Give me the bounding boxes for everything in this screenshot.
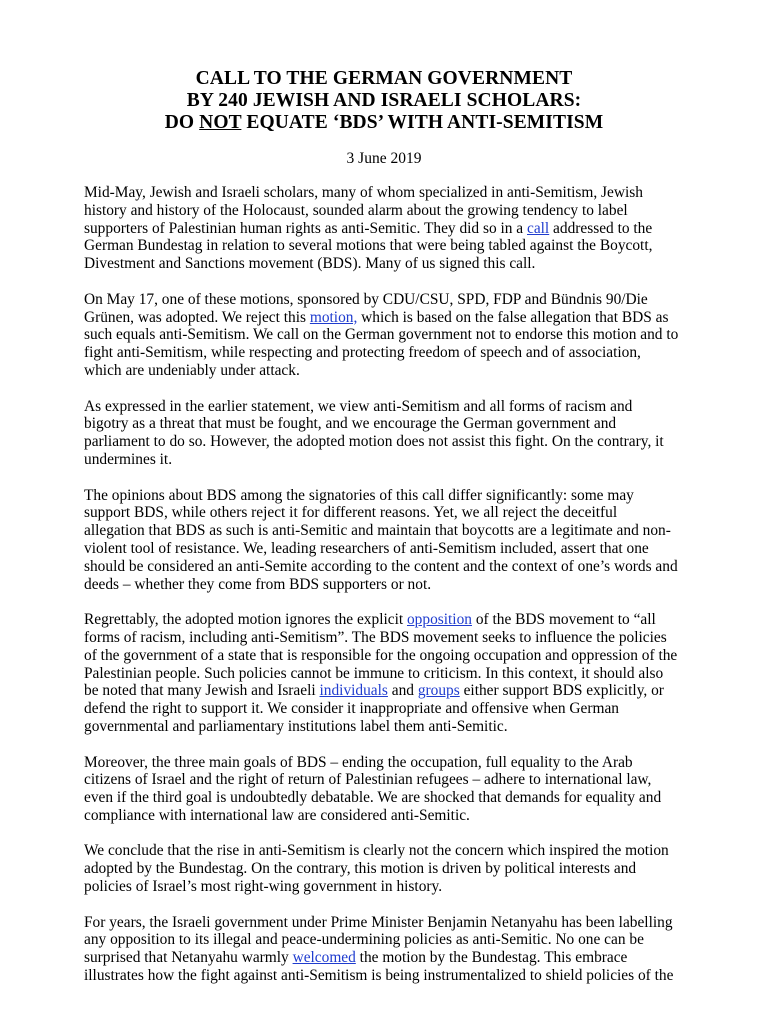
title-underlined-not: NOT (199, 112, 242, 133)
paragraph-line: of the government of a state that is responsible for the ongoing occupation and oppression of the (84, 646, 678, 664)
paragraph-line: adopted by the Bundestag. On the contrary, this motion is driven by political interests and (84, 860, 637, 878)
paragraph-8 (84, 914, 694, 985)
paragraph-line: Mid-May, Jewish and Israeli scholars, many of whom specialized in anti-Semitism, Jewish (84, 184, 643, 201)
text-run: surprised that Netanyahu warmly (84, 949, 293, 967)
paragraph-line: We conclude that the rise in anti-Semitism is clearly not the concern which inspired the motion (84, 842, 669, 860)
paragraph-line: even if the third goal is undoubtedly debatable. We are shocked that demands for equality and (84, 789, 662, 807)
paragraph-1 (84, 184, 694, 273)
motion-link[interactable]: motion, (309, 308, 358, 326)
call-link[interactable]: call (526, 219, 550, 237)
paragraph-line: any opposition to its illegal and peace-undermining policies as anti-Semitic. No one can be (84, 931, 644, 949)
paragraph-line: compliance with international law are considered anti-Semitic. (84, 806, 470, 824)
paragraph-line (84, 309, 694, 327)
paragraph-line (84, 682, 694, 700)
paragraph-line (84, 220, 694, 238)
document-date: 3 June 2019 (346, 150, 422, 167)
text-run: supporters of Palestinian human rights as anti-Semitic. They did so in a (84, 219, 527, 237)
paragraph-line: should be considered an anti-Semite according to the content and the context of one’s words and (84, 557, 678, 575)
paragraph-line: governmental and parliamentary institutions label them anti-Semitic. (84, 717, 508, 735)
paragraph-5 (84, 611, 694, 736)
paragraph-4 (84, 487, 694, 594)
text-run: and (387, 682, 418, 700)
paragraph-line: bigotry as a threat that must be fought, and we encourage the German government and (84, 415, 617, 433)
paragraph-line: For years, the Israeli government under Prime Minister Benjamin Netanyahu has been labelling (84, 913, 673, 931)
paragraph-line: The opinions about BDS among the signatories of this call differ significantly: some may (84, 486, 634, 504)
text-run: the motion by the Bundestag. This embrace (355, 949, 628, 967)
paragraph-2 (84, 291, 694, 380)
paragraph-line: forms of racism, including anti-Semitism”. The BDS movement seeks to influence the policies (84, 628, 667, 646)
text-run: of the BDS movement to “all (471, 611, 656, 629)
paragraph-line: policies of Israel’s most right-wing government in history. (84, 878, 443, 896)
paragraph-line: fight anti-Semitism, while respecting and protecting freedom of speech and of association, (84, 344, 641, 362)
document-title (84, 68, 684, 134)
paragraph-line: such equals anti-Semitism. We call on the German government not to endorse this motion and to (84, 326, 679, 344)
paragraph-line (84, 949, 694, 967)
paragraph-7 (84, 842, 694, 895)
title-line-2: BY 240 JEWISH AND ISRAELI SCHOLARS: (186, 90, 582, 111)
paragraph-line: Moreover, the three main goals of BDS – ending the occupation, full equality to the Arab (84, 753, 633, 771)
welcomed-link[interactable]: welcomed (292, 949, 356, 967)
paragraph-line: support BDS, while others reject it for different reasons. Yet, we all reject the deceitful (84, 504, 618, 522)
paragraph-line: citizens of Israel and the right of return of Palestinian refugees – adhere to international law, (84, 771, 652, 789)
paragraph-line: allegation that BDS as such is anti-Semitic and maintain that boycotts are a legitimate and non- (84, 522, 671, 540)
paragraph-line (84, 611, 694, 629)
paragraph-line: which are undeniably under attack. (84, 361, 300, 379)
text-run: Grünen, was adopted. We reject this (84, 308, 310, 326)
paragraph-line: defend the right to support it. We consider it inappropriate and offensive when German (84, 700, 620, 718)
paragraph-line: parliament to do so. However, the adopted motion does not assist this fight. On the contrary, it (84, 433, 664, 451)
paragraph-line: undermines it. (84, 450, 173, 468)
individuals-link[interactable]: individuals (319, 682, 388, 700)
title-line-1: CALL TO THE GERMAN GOVERNMENT (195, 68, 573, 89)
paragraph-line: As expressed in the earlier statement, we view anti-Semitism and all forms of racism and (84, 397, 633, 415)
title-line-3-pre: DO (164, 112, 200, 133)
paragraph-6 (84, 754, 694, 825)
groups-link[interactable]: groups (417, 682, 460, 700)
title-line-3-post: EQUATE ‘BDS’ WITH ANTI-SEMITISM (241, 112, 604, 133)
text-run: either support BDS explicitly, or (459, 682, 664, 700)
paragraph-line: German Bundestag in relation to several motions that were being tabled against the Boycott, (84, 237, 653, 255)
text-run: Regrettably, the adopted motion ignores the explicit (84, 611, 407, 629)
paragraph-line: illustrates how the fight against anti-Semitism is being instrumentalized to shield policies of the (84, 967, 674, 985)
opposition-link[interactable]: opposition (406, 611, 472, 629)
text-run: be noted that many Jewish and Israeli (84, 682, 320, 700)
paragraph-line: history and history of the Holocaust, sounded alarm about the growing tendency to label (84, 201, 628, 219)
paragraph-line: violent tool of resistance. We, leading researchers of anti-Semitism included, assert that one (84, 539, 649, 557)
title-line-3 (84, 112, 684, 134)
text-run: addressed to the (549, 219, 653, 237)
text-run: which is based on the false allegation that BDS as (357, 308, 669, 326)
document-body (84, 184, 694, 1003)
paragraph-line: deeds – whether they come from BDS supporters or not. (84, 575, 432, 593)
paragraph-line: Divestment and Sanctions movement (BDS). Many of us signed this call. (84, 255, 536, 273)
paragraph-3 (84, 398, 694, 469)
paragraph-line: On May 17, one of these motions, sponsored by CDU/CSU, SPD, FDP and Bündnis 90/Die (84, 290, 648, 308)
paragraph-line: Palestinian people. Such policies cannot be immune to criticism. In this context, it should also (84, 664, 664, 682)
